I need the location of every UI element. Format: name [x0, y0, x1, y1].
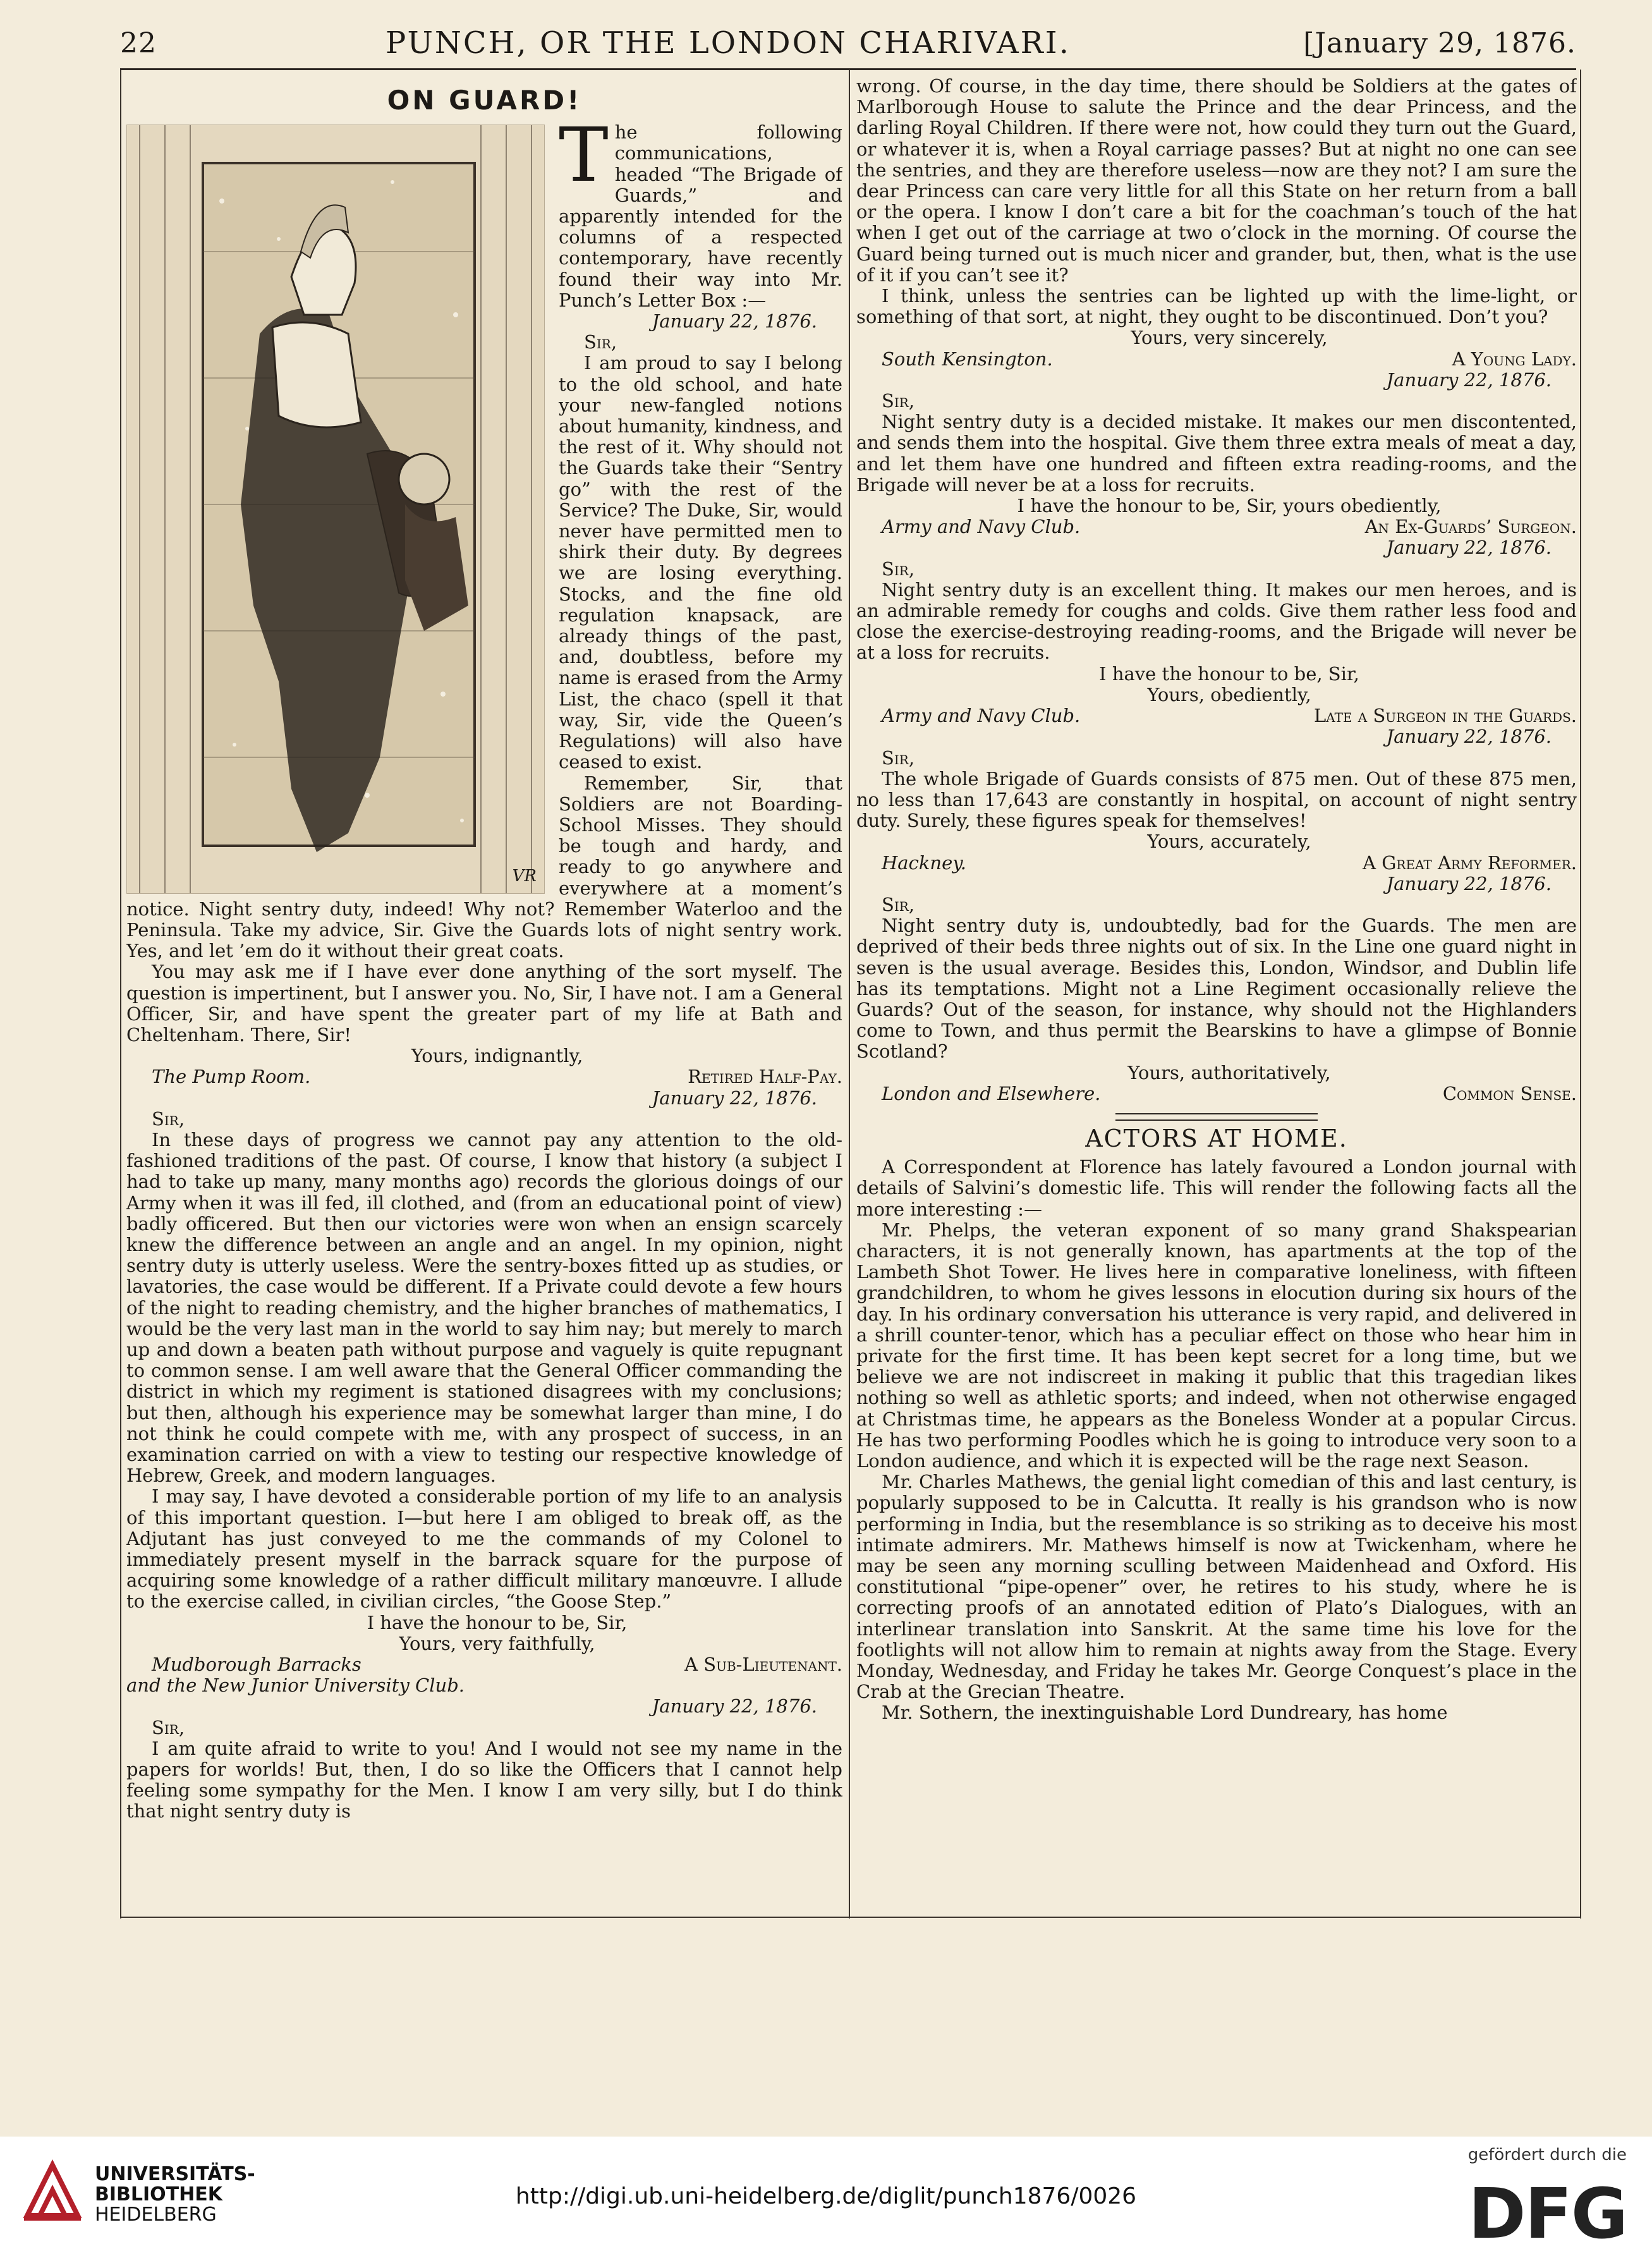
letter-closing: Yours, authoritatively,: [1127, 1061, 1331, 1083]
letter-paragraph: Night sentry duty is an excellent thing. It makes our men heroes, and is an admirable remedy for coughs and colds. Give them rather less food and close the exercise-destroying reading-rooms, and the Brigade will never be at a loss for recruits.: [856, 578, 1577, 664]
letter-continuation: wrong. Of course, in the day time, there should be Soldiers at the gates of Marlborough House to salute the Prince and the dear Princess, and the darling Royal Children. If there were not, how could they turn out the Guard, or whatever it is, when a Royal carriage passes? But at night no one can see the sentries, and they are therefore useless—now are they not? I am sure the dear Princess can care very little for all this State on her return from a ball or the opera. I know I don’t care a bit for the coachman’s touch of the hat when I get out of the carriage at two o’clock in the morning. Of course the Guard being turned out is much nicer and grander, but, then, what is the use of it if you can’t see it?: [856, 76, 1577, 286]
letter-date: January 22, 1876.: [652, 1695, 817, 1717]
letter-closing: Yours, obediently,: [1147, 683, 1311, 705]
guardsman-engraving: [127, 125, 544, 893]
right-border-rule: [1580, 70, 1581, 1918]
letter-signature: South Kensington. A Young Lady.: [882, 348, 1577, 370]
letter-paragraph: Night sentry duty is, undoubtedly, bad for the Guards. The men are deprived of their beds three nights out of six. In the Line one guard night in seven is the usual average. Besides this, London, Windsor, and Dublin life has its temptations. Might not a Line Regiment occasionally relieve the Guards? Out of the season, for instance, why should not the Highlanders come to Town, and thus permit the Bearskins to have a glimpse of Bonnie Scotland?: [856, 915, 1577, 1063]
letter-closing: Yours, very faithfully,: [399, 1632, 595, 1654]
salutation: Sir,: [584, 331, 617, 353]
intro-paragraph: The following communications, headed “The Brigade of Guards,” and apparently intended for the columns of a respected contemporary, have recently found their way into Mr. Punch’s Letter Box :—: [559, 111, 842, 311]
left-column: [126, 76, 842, 1918]
illustrator-signature: VR: [512, 867, 537, 886]
left-border-rule: [120, 70, 121, 1918]
letter-date: January 22, 1876.: [1386, 726, 1552, 748]
page-header: [120, 18, 1576, 70]
right-column: [856, 76, 1577, 1918]
salutation: Sir,: [152, 1716, 185, 1738]
letter-closing: I have the honour to be, Sir,: [367, 1611, 628, 1633]
salutation: Sir,: [152, 1107, 185, 1130]
letter-signature: Hackney. A Great Army Reformer.: [882, 851, 1577, 874]
letter-closing: Yours, accurately,: [1147, 831, 1311, 853]
letter-closing: I have the honour to be, Sir,: [1099, 662, 1359, 685]
dfg-logo: DFG: [1468, 2173, 1627, 2254]
letter-paragraph: In these days of progress we cannot pay any attention to the old-fashioned traditions of the past. Of course, I know that history (a subject I had to take up many, many months ago) records the glorious doings of our Army when it was ill fed, ill clothed, and (from an educational point of view) badly officered. But then our victories were won when an ensign scarcely knew the difference between an angle and an angel. In my opinion, night sentry duty is utterly useless. Were the sentry-boxes fitted up as studies, or lavatories, the case would be different. If a Private could devote a few hours of the night to reading chemistry, and the higher branches of mathematics, I would be the very last man in the world to say him nay; but merely to march up and down a beaten path without purpose and vaguely is quite repugnant to common sense. I am well aware that the General Officer commanding the district in which my regiment is stationed disagrees with my conclusions; but then, although his experience may be somewhat larger than mine, I do not think he could compete with me, with any prospect of success, in an examination carried on with a view to testing our respective knowledge of Hebrew, Greek, and modern languages.: [126, 1128, 842, 1487]
letter-signature: London and Elsewhere. Common Sense.: [882, 1082, 1577, 1104]
letter-signature: Army and Navy Club. An Ex-Guards’ Surgeon.: [882, 516, 1577, 538]
letter-signature: Mudborough Barracks A Sub-Lieutenant.: [152, 1654, 842, 1676]
letter-paragraph: The whole Brigade of Guards consists of 875 men. Out of these 875 men, no less than 17,643 are constantly in hospital, on account of night sentry duty. Surely, these figures speak for themselves!: [856, 767, 1577, 832]
letter-date: January 22, 1876.: [652, 310, 817, 332]
letter-club: and the New Junior University Club.: [126, 1674, 465, 1697]
letter-closing: Yours, indignantly,: [411, 1045, 583, 1067]
letter-paragraph: I am proud to say I belong to the old school, and hate your new-fangled notions about humanity, kindness, and the rest of it. Why should not the Guards take their “Sentry go” with the rest of the Service? The Duke, Sir, would never have permitted men to shirk their duty. By degrees we are losing everything. Stocks, and the fine old regulation knapsack, are already things of the past, and, doubtless, before my name is erased from the Army List, the chaco (spell it that way, Sir, vide the Queen’s Regulations) will also have ceased to exist.: [559, 352, 842, 773]
publication-title: PUNCH, OR THE LONDON CHARIVARI.: [385, 25, 1071, 61]
letter-closing: Yours, very sincerely,: [1131, 327, 1328, 349]
page-number: 22: [120, 27, 157, 59]
funding-caption: gefördert durch die: [1467, 2145, 1627, 2164]
letter-date: January 22, 1876.: [1386, 369, 1552, 391]
section-divider: [1115, 1113, 1318, 1121]
issue-date: [January 29, 1876.: [1303, 27, 1576, 59]
salutation: Sir,: [882, 893, 915, 915]
library-name: UNIVERSITÄTS- BIBLIOTHEK HEIDELBERG: [95, 2163, 255, 2226]
letter-paragraph: I may say, I have devoted a considerable portion of my life to an analysis of this important question. I—but here I am obliged to break off, as the Adjutant has just conveyed to me the commands of my Colonel to immediately present myself in the barrack square for the purpose of acquiring some knowledge of a rather difficult military manœuvre. I allude to the exercise called, in civilian circles, “the Goose Step.”: [126, 1485, 842, 1613]
article-title-actors: ACTORS AT HOME.: [1085, 1124, 1348, 1152]
letter-signature: Army and Navy Club. Late a Surgeon in the Guards.: [882, 705, 1577, 727]
column-divider: [849, 70, 850, 1918]
letter-date: January 22, 1876.: [652, 1087, 817, 1109]
letter-date: January 22, 1876.: [1386, 872, 1552, 894]
article-paragraph: Mr. Sothern, the inextinguishable Lord Dundreary, has home: [882, 1702, 1448, 1724]
salutation: Sir,: [882, 390, 915, 412]
salutation: Sir,: [882, 747, 915, 769]
drop-cap: T: [559, 111, 609, 199]
salutation: Sir,: [882, 558, 915, 580]
letter-paragraph: You may ask me if I have ever done anything of the sort myself. The question is impertinent, but I answer you. No, Sir, I have not. I am a General Officer, Sir, and have spent the greater part of my life at Bath and Cheltenham. There, Sir!: [126, 961, 842, 1046]
digitization-footer: [0, 2137, 1652, 2263]
article-paragraph: A Correspondent at Florence has lately favoured a London journal with details of Salvini’s domestic life. This will render the following facts all the more interesting :—: [856, 1156, 1577, 1220]
letter-paragraph: I am quite afraid to write to you! And I would not see my name in the papers for worlds! But, then, I do so like the Officers that I cannot help feeling some sympathy for the Men. I know I am very silly, but I do think that night sentry duty is: [126, 1737, 842, 1822]
letter-closing: I have the honour to be, Sir, yours obediently,: [1017, 495, 1442, 517]
letter-signature: The Pump Room. Retired Half-Pay.: [152, 1066, 842, 1088]
letter-date: January 22, 1876.: [1386, 537, 1552, 559]
letter-paragraph: Remember, Sir, that Soldiers are not Boarding-School Misses. They should be tough and hardy, and ready to go anywhere and everywhere at a moment’s notice. Night sentry duty, indeed! Why not? Remember Waterloo and the Peninsula. Take my advice, Sir. Give the Guards lots of night sentry work. Yes, and let ’em do it without their great coats.: [126, 772, 842, 962]
letter-paragraph: I think, unless the sentries can be lighted up with the lime-light, or something of that sort, at night, they ought to be discontinued. Don’t you?: [856, 285, 1577, 328]
source-url-link[interactable]: http://digi.ub.uni-heidelberg.de/diglit/punch1876/0026: [515, 2183, 1137, 2209]
article-paragraph: Mr. Charles Mathews, the genial light comedian of this and last century, is popularly supposed to be in Calcutta. It really is his grandson who is now performing in India, but the resemblance is so striking as to deceive his most intimate admirers. Mr. Mathews himself is now at Twickenham, where he may be seen any morning sculling between Maidenhead and Oxford. His constitutional “pipe-opener” over, he retires to his study, where he is correcting proofs of an annotated edition of Plato’s Dialogues, with an interlinear translation into Sanskrit. At the same time his love for the footlights will not allow him to remain at nights away from the Stage. Every Monday, Wednesday, and Friday he takes Mr. George Conquest’s place in the Crab at the Grecian Theatre.: [856, 1471, 1577, 1703]
letter-paragraph: Night sentry duty is a decided mistake. It makes our men discontented, and sends them into the hospital. Give them three extra meals of meat a day, and let them have one hundred and fifteen extra reading-rooms, and the Brigade will never be at a loss for recruits.: [856, 411, 1577, 496]
guardsman-illustration: [126, 125, 545, 894]
article-paragraph: Mr. Phelps, the veteran exponent of so many grand Shakspearian characters, it is not generally known, has apartments at the top of the Lambeth Shot Tower. He lives here in comparative loneliness, with fifteen grandchildren, to whom he gives lessons in elocution during six hours of the day. In his ordinary conversation his utterance is very rapid, and delivered in a shrill counter-tenor, which has a peculiar effect on those who hear him in private for the first time. It has been kept secret for a long time, but we believe we are not indiscreet in making it public that this tragedian likes nothing so well as athletic sports; and indeed, when not otherwise engaged at Christmas time, he appears as the Boneless Wonder at a popular Circus. He has two performing Poodles which he is going to introduce very soon to a London audience, and which it is expected will be the rage next Season.: [856, 1219, 1577, 1472]
article-title: ON GUARD!: [387, 85, 582, 116]
